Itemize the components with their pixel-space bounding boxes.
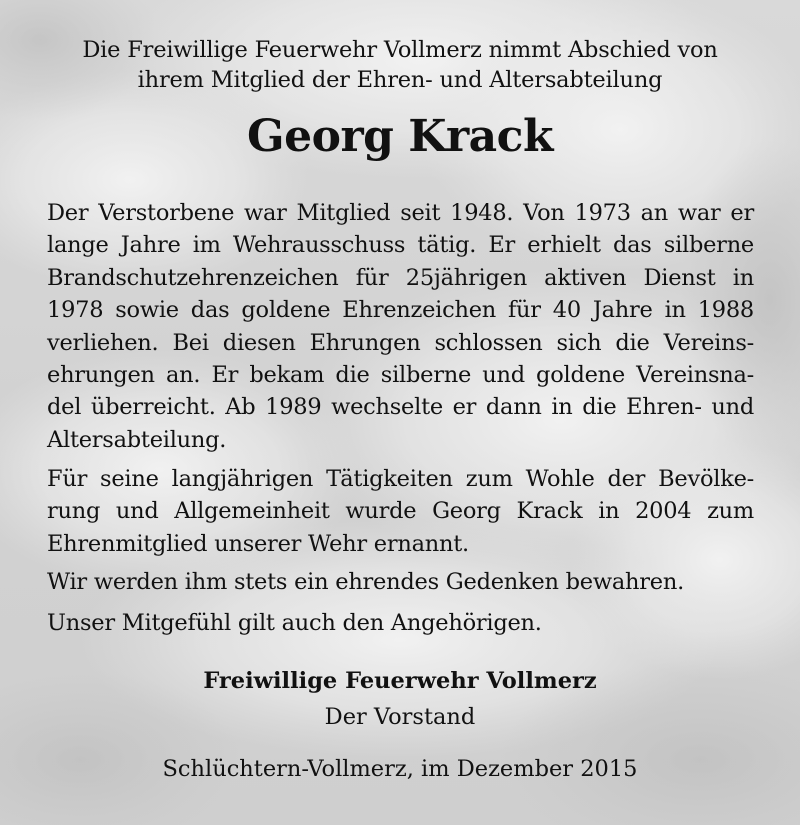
text-line: Für seine langjährigen Tätigkeiten zum Wohle der Bevölke- [47,466,754,492]
paragraph-condolence [47,607,754,639]
text-line: Altersabteilung. [47,426,227,453]
text-line: del überreicht. Ab 1989 wechselte er dann in die Ehren- und [47,394,754,421]
text-line: verliehen. Bei diesen Ehrungen schlossen sich die Vereins- [47,329,754,356]
place-and-date: Schlüchtern-Vollmerz, im Dezember 2015 [162,756,638,782]
text-line: Brandschutzehrenzeichen für 25jährigen aktiven Dienst in [47,264,754,291]
text-line: rung und Allgemeinheit wurde Georg Krack in 2004 zum [47,498,754,525]
intro-line: ihrem Mitglied der Ehren- und Altersabteilung [137,67,663,93]
signature-organization: Freiwillige Feuerwehr Vollmerz [203,668,597,694]
text-line: Ehrenmitglied unserer Wehr ernannt. [47,530,469,557]
text-line: Unser Mitgefühl gilt auch den Angehörigen. [47,610,542,636]
signature-board: Der Vorstand [324,704,476,730]
paragraph-honorary [47,463,754,560]
paragraph-membership [47,197,754,456]
intro-text [0,0,800,95]
text-line: Wir werden ihm stets ein ehrendes Gedenken bewahren. [47,569,684,595]
text-line: lange Jahre im Wehrausschuss tätig. Er erhielt das silberne [47,232,754,259]
text-line: ehrungen an. Er bekam die silberne und goldene Vereinsna- [47,362,754,389]
text-line: 1978 sowie das goldene Ehrenzeichen für 40 Jahre in 1988 [47,297,754,324]
paragraph-remembrance [47,566,754,598]
intro-line: Die Freiwillige Feuerwehr Vollmerz nimmt Abschied von [82,37,718,63]
deceased-name: Georg Krack [247,111,553,162]
text-line: Der Verstorbene war Mitglied seit 1948. Von 1973 an war er [47,200,754,226]
